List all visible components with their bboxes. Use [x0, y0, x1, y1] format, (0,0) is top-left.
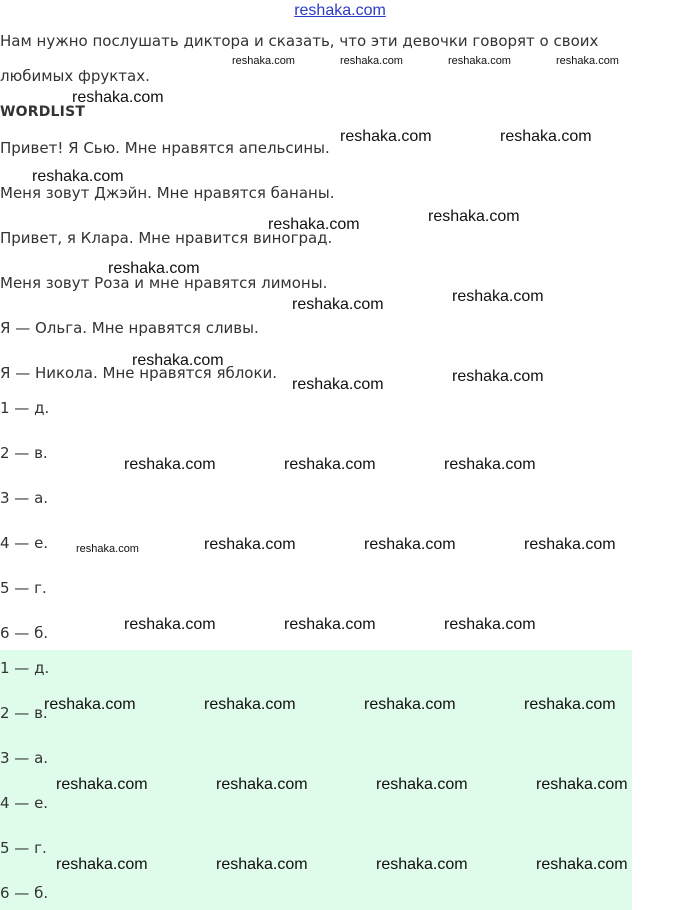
highlighted-answer-5: 5 — г. — [0, 839, 47, 857]
sentence-3: Привет, я Клара. Мне нравится виноград. — [0, 229, 333, 247]
watermark: reshaka.com — [556, 55, 619, 67]
answer-4: 4 — е. — [0, 534, 49, 552]
wordlist-heading: WORDLIST — [0, 104, 86, 120]
watermark: reshaka.com — [428, 208, 520, 225]
watermark: reshaka.com — [72, 89, 164, 106]
watermark: reshaka.com — [536, 856, 628, 873]
watermark: reshaka.com — [44, 696, 136, 713]
watermark: reshaka.com — [376, 856, 468, 873]
highlighted-answer-1: 1 — д. — [0, 659, 50, 677]
answer-3: 3 — а. — [0, 489, 49, 507]
watermark: reshaka.com — [204, 536, 296, 553]
watermark: reshaka.com — [524, 536, 616, 553]
intro-line-2: любимых фруктах. — [0, 67, 150, 85]
watermark: reshaka.com — [56, 776, 148, 793]
watermark: reshaka.com — [524, 696, 616, 713]
watermark: reshaka.com — [444, 616, 536, 633]
watermark: reshaka.com — [292, 296, 384, 313]
watermark: reshaka.com — [340, 55, 403, 67]
sentence-1: Привет! Я Сью. Мне нравятся апельсины. — [0, 139, 330, 157]
answer-5: 5 — г. — [0, 579, 47, 597]
watermark: reshaka.com — [124, 616, 216, 633]
watermark: reshaka.com — [216, 856, 308, 873]
watermark: reshaka.com — [232, 55, 295, 67]
highlighted-answer-4: 4 — е. — [0, 794, 49, 812]
watermark: reshaka.com — [448, 55, 511, 67]
answer-2: 2 — в. — [0, 444, 48, 462]
watermark: reshaka.com — [216, 776, 308, 793]
watermark: reshaka.com — [452, 368, 544, 385]
watermark: reshaka.com — [284, 456, 376, 473]
watermark: reshaka.com — [536, 776, 628, 793]
sentence-6: Я — Никола. Мне нравятся яблоки. — [0, 364, 278, 382]
watermark: reshaka.com — [124, 456, 216, 473]
watermark: reshaka.com — [32, 168, 124, 185]
highlighted-answer-2: 2 — в. — [0, 704, 48, 722]
watermark: reshaka.com — [444, 456, 536, 473]
watermark: reshaka.com — [76, 543, 139, 555]
site-link[interactable]: reshaka.com — [294, 2, 386, 19]
watermark: reshaka.com — [452, 288, 544, 305]
watermark: reshaka.com — [340, 128, 432, 145]
watermark: reshaka.com — [284, 616, 376, 633]
sentence-5: Я — Ольга. Мне нравятся сливы. — [0, 319, 259, 337]
highlighted-answer-6: 6 — б. — [0, 884, 49, 902]
answer-1: 1 — д. — [0, 399, 50, 417]
watermark: reshaka.com — [108, 260, 200, 277]
watermark: reshaka.com — [500, 128, 592, 145]
sentence-4: Меня зовут Роза и мне нравятся лимоны. — [0, 274, 328, 292]
watermark: reshaka.com — [204, 696, 296, 713]
watermark: reshaka.com — [132, 352, 224, 369]
watermark: reshaka.com — [364, 536, 456, 553]
answer-6: 6 — б. — [0, 624, 49, 642]
watermark: reshaka.com — [56, 856, 148, 873]
watermark: reshaka.com — [292, 376, 384, 393]
watermark: reshaka.com — [364, 696, 456, 713]
watermark: reshaka.com — [268, 216, 360, 233]
highlighted-answer-3: 3 — а. — [0, 749, 49, 767]
sentence-2: Меня зовут Джэйн. Мне нравятся бананы. — [0, 184, 335, 202]
intro-line-1: Нам нужно послушать диктора и сказать, что эти девочки говорят о своих — [0, 32, 599, 50]
watermark: reshaka.com — [376, 776, 468, 793]
